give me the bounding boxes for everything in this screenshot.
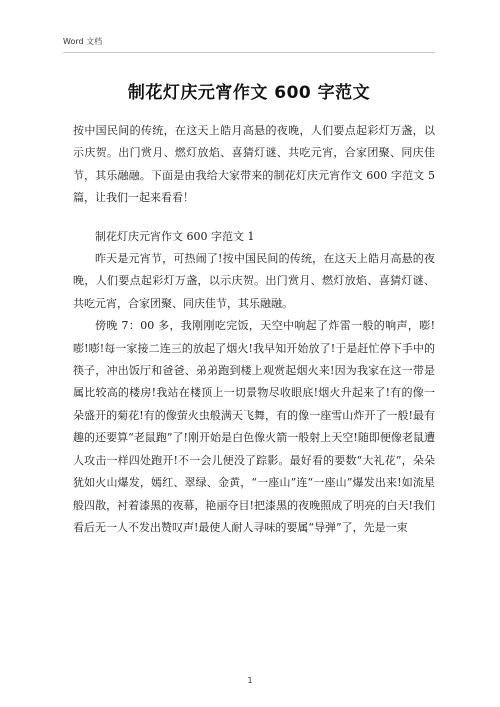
header-divider [63,52,435,53]
paragraph-gap [73,210,435,226]
body-paragraph-2: 傍晚 7：00 多，我刚刚吃完饭，天空中响起了炸雷一般的响声，嘭!嘭!嘭!每一家接二连三的放起了烟火!我早知开始放了!于是赶忙停下手中的筷子，冲出饭厅和爸爸、弟弟跑到楼上观赏起烟火来!因为我家在这一带是属比较高的楼房!我站在楼顶上一切景物尽收眼底!烟火升起来了!有的像一朵盛开的菊花!有的像萤火虫般满天飞舞，有的像一座雪山炸开了一般!最有趣的还要算“老鼠跑”了!刚开始是白色像火箭一般射上天空!随即便像老鼠遭人攻击一样四处跑开!不一会儿便没了踪影。最好看的要数“大礼花”，朵朵犹如火山爆发，嫣红、翠绿、金黄，“一座山”连“一座山”爆发出来!如流星般四散，衬着漆黑的夜幕，艳丽夺目!把漆黑的夜晚照成了明亮的白天!我们看后无一人不发出赞叹声!最使人耐人寻味的要属“导弹”了，先是一束 [73,319,435,534]
header-label: Word 文档 [63,37,103,46]
body-paragraph-1: 昨天是元宵节，可热闹了!按中国民间的传统，在这天上皓月高悬的夜晚，人们要点起彩灯万盏，以示庆贺。出门赏月、燃灯放焰、喜猜灯谜、共吃元宵，合家团聚、同庆佳节，其乐融融。 [73,252,435,310]
document-title: 制花灯庆元宵作文 600 字范文 [127,83,371,103]
document-body [73,120,435,539]
section-heading: 制花灯庆元宵作文 600 字范文 1 [95,229,255,243]
page-number: 1 [247,676,253,685]
intro-paragraph: 按中国民间的传统，在这天上皓月高悬的夜晚，人们要点起彩灯万盏，以示庆贺。出门赏月、燃灯放焰、喜猜灯谜、共吃元宵，合家团聚、同庆佳节，其乐融融。下面是由我给大家带来的制花灯庆元宵作文 600 字范文 5 篇，让我们一起来看看！ [73,124,435,205]
